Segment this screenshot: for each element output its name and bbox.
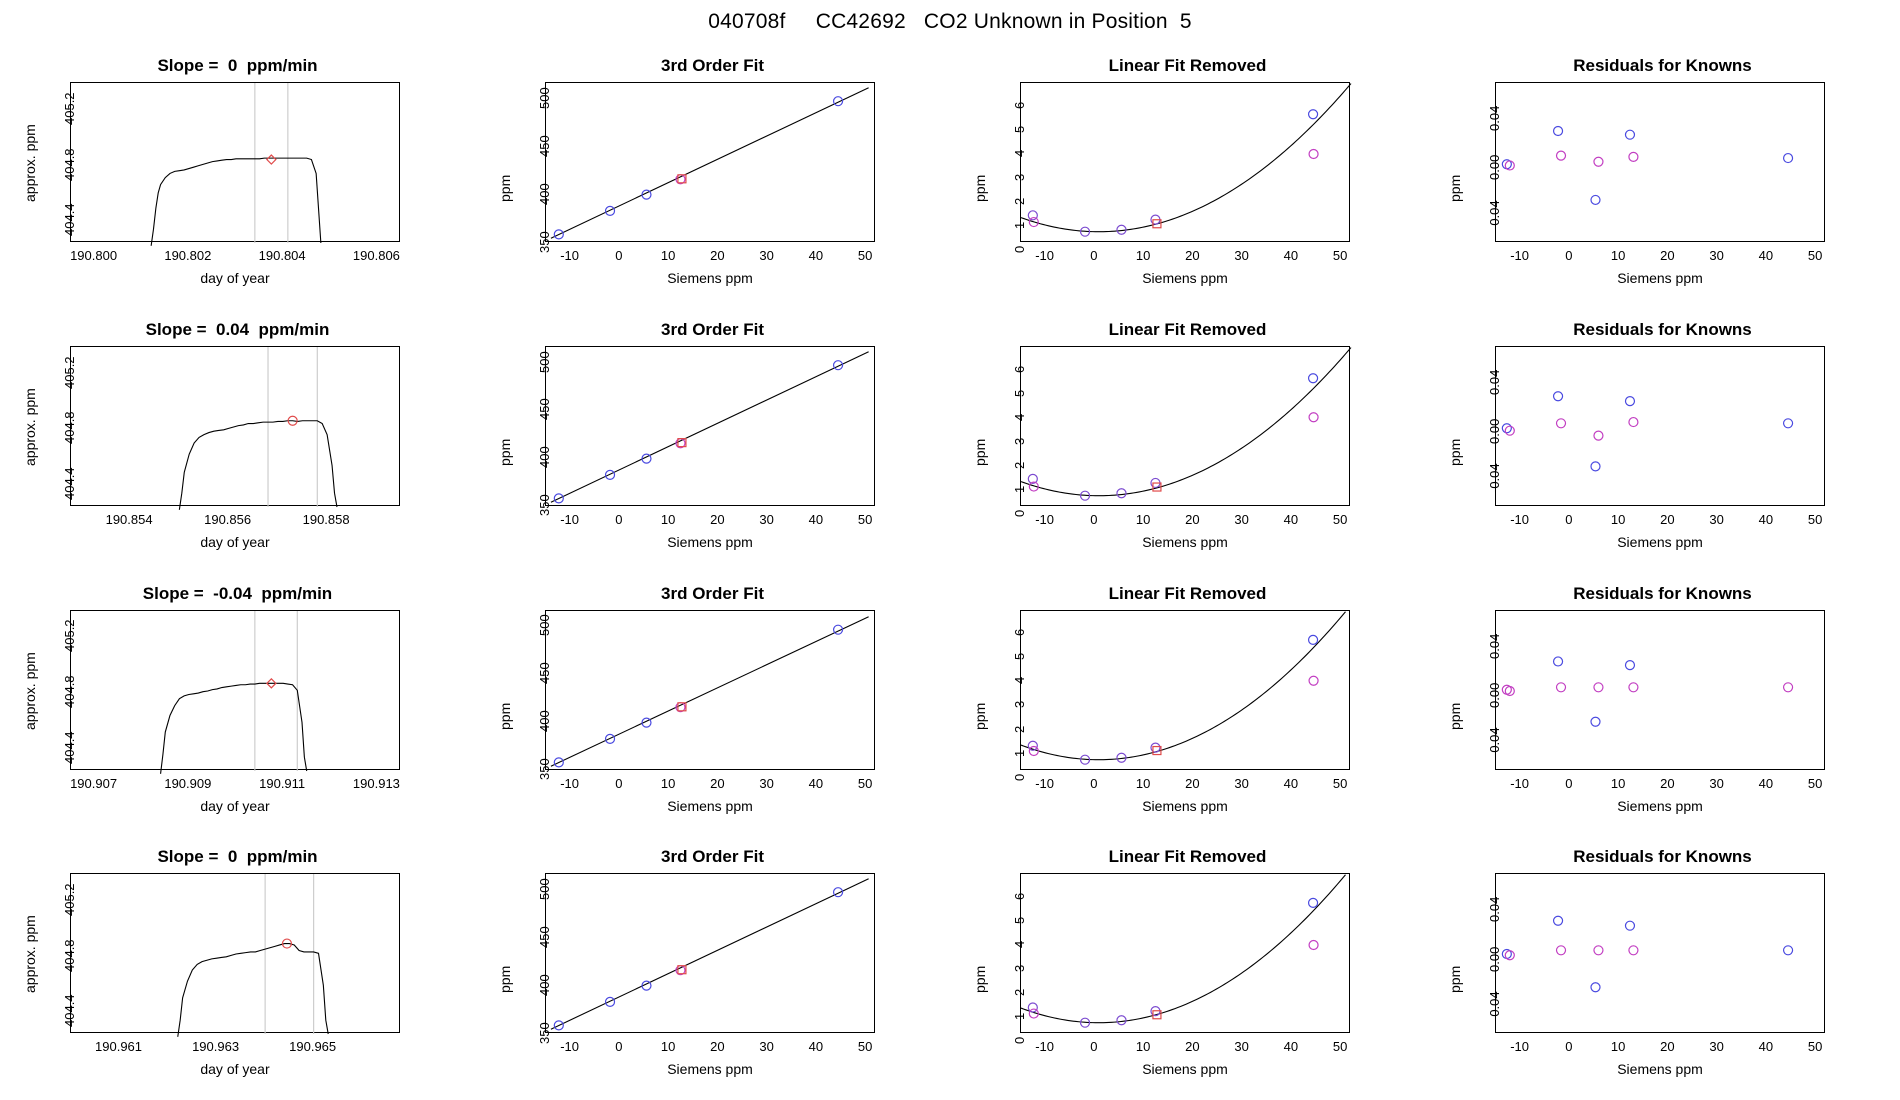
fit3rd-plot [545,873,875,1033]
residuals-title: Residuals for Knowns [1573,319,1752,339]
x-tick-label: 50 [1807,1039,1823,1055]
residuals-plot [1495,610,1825,770]
y-tick-label: 404.4 [62,731,77,764]
x-tick-label: 30 [1709,511,1724,527]
x-axis-label: Siemens ppm [1617,797,1703,814]
x-tick-label: 20 [1185,248,1200,263]
x-tick-label: 10 [660,1039,676,1055]
x-tick-label: 190.965 [289,1039,337,1055]
y-tick-label: 400 [537,182,552,205]
y-tick-label: 404.8 [62,939,77,972]
y-tick-label: 4 [1012,940,1027,949]
fit3rd-cell-row3 [475,562,950,826]
x-tick-label: 40 [808,1039,824,1055]
x-tick-label: 30 [1234,1039,1249,1055]
x-tick-label: 20 [1185,1039,1200,1055]
x-tick-label: -10 [1510,1039,1530,1055]
x-tick-label: 10 [660,511,676,527]
x-tick-label: 50 [857,248,873,263]
y-tick-label: 1 [1012,749,1027,757]
timeseries-cell-row1 [0,34,475,298]
x-axis-label: day of year [200,533,270,550]
y-tick-label: 404.4 [62,203,77,237]
x-tick-label: 10 [1135,511,1151,527]
x-tick-label: 50 [1332,248,1348,263]
x-tick-label: 30 [1709,1039,1724,1055]
y-tick-label: 5 [1012,653,1027,661]
x-tick-label: 0 [1090,775,1098,791]
y-tick-label: 0.00 [1487,154,1502,181]
y-axis-label: ppm [497,966,513,994]
y-tick-label: 405.2 [62,619,77,653]
y-tick-label: 404.8 [62,675,77,709]
fit3rd-title: 3rd Order Fit [661,583,764,603]
y-tick-label: -0.04 [1487,727,1502,758]
x-tick-label: 30 [1709,248,1724,263]
y-tick-label: 3 [1012,437,1027,445]
x-tick-label: 190.911 [259,775,306,791]
y-tick-label: 0.04 [1487,633,1502,659]
x-tick-label: -10 [1035,248,1055,263]
x-tick-label: 40 [808,511,824,527]
y-tick-label: 0.04 [1487,897,1502,923]
y-tick-label: 350 [537,230,552,253]
x-tick-label: 40 [1758,1039,1774,1055]
x-tick-label: 190.854 [105,511,153,527]
y-tick-label: 450 [537,926,552,948]
x-tick-label: 190.800 [70,248,118,263]
x-tick-label: 50 [857,775,873,791]
residuals-title: Residuals for Knowns [1573,847,1752,867]
y-tick-label: 350 [537,1022,552,1044]
timeseries-cell-row2 [0,298,475,562]
fit3rd-title: 3rd Order Fit [661,56,764,75]
residuals-cell-row3 [1425,562,1900,826]
y-axis-label: ppm [497,174,513,202]
x-tick-label: 190.806 [352,248,400,263]
x-tick-label: -10 [1035,511,1055,527]
y-tick-label: 2 [1012,725,1027,733]
y-tick-label: 0.04 [1487,105,1502,132]
y-tick-label: 404.8 [62,147,77,181]
x-tick-label: 0 [615,248,623,263]
x-tick-label: 10 [1610,775,1626,791]
x-tick-label: 190.909 [164,775,212,791]
x-tick-label: 0 [1090,248,1098,263]
x-tick-label: -10 [560,248,580,263]
x-tick-label: 40 [808,248,824,263]
y-tick-label: 3 [1012,173,1027,181]
x-axis-label: day of year [200,270,270,286]
residuals-cell-row4 [1425,825,1900,1089]
y-tick-label: 404.8 [62,411,77,445]
fit3rd-cell-row4 [475,825,950,1089]
x-tick-label: 190.963 [192,1039,240,1055]
x-tick-label: 30 [1234,775,1249,791]
residuals-title: Residuals for Knowns [1573,583,1752,603]
y-axis-label: ppm [497,438,513,466]
linfit-cell-row1 [950,34,1425,298]
timeseries-plot [70,610,400,770]
slope-title: Slope = 0 ppm/min [157,847,318,867]
x-tick-label: 20 [1660,248,1675,263]
y-tick-label: 4 [1012,677,1027,685]
x-tick-label: 50 [1332,775,1348,791]
x-tick-label: 0 [1090,1039,1098,1055]
residuals-cell-row2 [1425,298,1900,562]
y-axis-label: approx. ppm [22,124,38,202]
x-axis-label: day of year [200,1061,270,1078]
fit3rd-plot [545,346,875,506]
y-tick-label: 4 [1012,413,1027,421]
y-tick-label: 1 [1012,221,1027,230]
y-tick-label: 450 [537,134,552,157]
y-tick-label: 450 [537,398,552,421]
x-tick-label: -10 [1035,1039,1055,1055]
y-tick-label: 1 [1012,1013,1027,1021]
y-tick-label: 0.00 [1487,682,1502,708]
x-tick-label: 0 [1565,511,1573,527]
x-tick-label: 30 [759,1039,774,1055]
y-axis-label: ppm [972,174,988,202]
residuals-plot [1495,346,1825,506]
x-tick-label: 0 [1565,248,1573,263]
y-tick-label: -0.04 [1487,463,1502,494]
x-tick-label: 10 [1135,1039,1151,1055]
y-tick-label: 404.4 [62,467,77,500]
x-tick-label: -10 [1510,248,1530,263]
y-axis-label: ppm [972,438,988,466]
x-tick-label: 10 [660,248,676,263]
x-tick-label: 20 [710,1039,725,1055]
linfit-title: Linear Fit Removed [1108,847,1267,867]
y-tick-label: 405.2 [62,92,77,125]
x-tick-label: 190.907 [70,775,118,791]
y-tick-label: 0 [1012,1037,1027,1045]
x-tick-label: 40 [1758,248,1774,263]
x-tick-label: 50 [1332,1039,1348,1055]
x-tick-label: 20 [1660,511,1675,527]
y-tick-label: 0 [1012,773,1027,781]
x-tick-label: 0 [1565,775,1573,791]
y-tick-label: 350 [537,758,552,780]
y-tick-label: -0.04 [1487,991,1502,1021]
y-axis-label: approx. ppm [22,387,38,466]
x-tick-label: 20 [710,511,725,527]
y-axis-label: ppm [1447,702,1463,730]
x-tick-label: 50 [857,511,873,527]
x-axis-label: Siemens ppm [667,270,753,286]
y-tick-label: 6 [1012,629,1027,637]
x-axis-label: Siemens ppm [667,533,753,550]
x-tick-label: 0 [1090,511,1098,527]
x-axis-label: Siemens ppm [1142,533,1228,550]
linfit-plot [1020,346,1350,506]
x-tick-label: 20 [710,248,725,263]
x-tick-label: 20 [710,775,725,791]
x-tick-label: 10 [1610,248,1626,263]
y-tick-label: 5 [1012,389,1027,397]
linfit-plot [1020,610,1350,770]
x-axis-label: Siemens ppm [1142,797,1228,814]
y-tick-label: 405.2 [62,883,77,917]
linfit-cell-row4 [950,825,1425,1089]
y-tick-label: 500 [537,614,552,637]
x-tick-label: 10 [1135,248,1151,263]
timeseries-plot [70,82,400,242]
linfit-cell-row2 [950,298,1425,562]
y-tick-label: 500 [537,878,552,901]
x-axis-label: Siemens ppm [1617,533,1703,550]
y-tick-label: 400 [537,710,552,733]
y-tick-label: 0 [1012,245,1027,254]
y-tick-label: 1 [1012,485,1027,493]
slope-title: Slope = 0.04 ppm/min [145,319,330,339]
x-tick-label: 50 [1332,511,1348,527]
y-tick-label: 0.04 [1487,369,1502,395]
y-tick-label: 5 [1012,125,1027,133]
x-tick-label: -10 [560,775,580,791]
x-tick-label: 30 [759,775,774,791]
timeseries-plot [70,346,400,506]
page-title: 040708f CC42692 CO2 Unknown in Position 5 [708,10,1192,33]
y-tick-label: 2 [1012,461,1027,469]
x-tick-label: 190.856 [204,511,252,527]
x-tick-label: 50 [1807,511,1823,527]
x-tick-label: 190.858 [302,511,350,527]
x-tick-label: 20 [1185,775,1200,791]
y-axis-label: ppm [1447,966,1463,994]
y-tick-label: 6 [1012,365,1027,373]
linfit-title: Linear Fit Removed [1108,56,1267,75]
x-tick-label: 40 [808,775,824,791]
fit3rd-title: 3rd Order Fit [661,847,764,867]
y-tick-label: 400 [537,974,552,996]
x-tick-label: 10 [1610,1039,1626,1055]
x-tick-label: 10 [1610,511,1626,527]
y-tick-label: 3 [1012,965,1027,973]
x-tick-label: 30 [759,511,774,527]
y-tick-label: 0 [1012,509,1027,517]
y-tick-label: 400 [537,446,552,469]
y-tick-label: 500 [537,87,552,109]
x-tick-label: 30 [1234,511,1249,527]
y-tick-label: 3 [1012,701,1027,709]
y-axis-label: ppm [497,702,513,730]
x-tick-label: 40 [1758,511,1774,527]
x-tick-label: 0 [615,1039,623,1055]
y-tick-label: 2 [1012,989,1027,997]
linfit-plot [1020,82,1350,242]
x-axis-label: day of year [200,797,270,814]
x-tick-label: 10 [660,775,676,791]
x-tick-label: 20 [1185,511,1200,527]
x-tick-label: -10 [1510,511,1530,527]
fit3rd-title: 3rd Order Fit [661,319,764,339]
residuals-cell-row1 [1425,34,1900,298]
y-tick-label: 405.2 [62,356,77,389]
x-tick-label: 190.802 [164,248,212,263]
x-tick-label: 30 [759,248,774,263]
x-tick-label: 50 [1807,248,1823,263]
y-tick-label: 5 [1012,916,1027,925]
y-axis-label: approx. ppm [22,651,38,730]
y-tick-label: 450 [537,662,552,685]
x-tick-label: 20 [1660,1039,1675,1055]
linfit-title: Linear Fit Removed [1108,319,1267,339]
x-axis-label: Siemens ppm [1142,1061,1228,1078]
linfit-title: Linear Fit Removed [1108,583,1267,603]
x-tick-label: 50 [1807,775,1823,791]
x-tick-label: 50 [857,1039,873,1055]
x-axis-label: Siemens ppm [1617,1061,1703,1078]
x-tick-label: -10 [560,511,580,527]
x-tick-label: 20 [1660,775,1675,791]
y-axis-label: ppm [1447,438,1463,466]
x-tick-label: -10 [1035,775,1055,791]
y-tick-label: 2 [1012,197,1027,206]
x-tick-label: 190.804 [258,248,306,263]
x-axis-label: Siemens ppm [1142,270,1228,286]
y-tick-label: 0.00 [1487,418,1502,445]
x-tick-label: 190.913 [352,775,400,791]
y-tick-label: -0.04 [1487,199,1502,230]
y-axis-label: ppm [972,966,988,994]
x-tick-label: -10 [1510,775,1530,791]
residuals-plot [1495,873,1825,1033]
panel-grid [0,34,1900,1089]
linfit-plot [1020,873,1350,1033]
y-axis-label: approx. ppm [22,915,38,994]
y-tick-label: 0.00 [1487,946,1502,972]
x-tick-label: 10 [1135,775,1151,791]
x-tick-label: 40 [1283,775,1299,791]
y-tick-label: 500 [537,350,552,373]
fit3rd-cell-row1 [475,34,950,298]
x-tick-label: 40 [1758,775,1774,791]
residuals-title: Residuals for Knowns [1573,56,1752,75]
x-axis-label: Siemens ppm [1617,270,1703,286]
x-tick-label: 30 [1709,775,1724,791]
fit3rd-cell-row2 [475,298,950,562]
timeseries-plot [70,873,400,1033]
linfit-cell-row3 [950,562,1425,826]
y-tick-label: 350 [537,494,552,517]
y-axis-label: ppm [1447,174,1463,202]
x-axis-label: Siemens ppm [667,797,753,814]
x-axis-label: Siemens ppm [667,1061,753,1078]
x-tick-label: 0 [615,775,623,791]
x-tick-label: -10 [560,1039,580,1055]
x-tick-label: 40 [1283,248,1299,263]
fit3rd-plot [545,610,875,770]
x-tick-label: 40 [1283,511,1299,527]
residuals-plot [1495,82,1825,242]
y-axis-label: ppm [972,702,988,730]
x-tick-label: 0 [615,511,623,527]
timeseries-cell-row4 [0,825,475,1089]
x-tick-label: 40 [1283,1039,1299,1055]
fit3rd-plot [545,82,875,242]
timeseries-cell-row3 [0,562,475,826]
x-tick-label: 0 [1565,1039,1573,1055]
y-tick-label: 6 [1012,892,1027,901]
y-tick-label: 6 [1012,101,1027,109]
x-tick-label: 30 [1234,248,1249,263]
slope-title: Slope = -0.04 ppm/min [142,583,333,603]
slope-title: Slope = 0 ppm/min [157,56,318,75]
y-tick-label: 4 [1012,149,1027,157]
x-tick-label: 190.961 [95,1039,143,1055]
y-tick-label: 404.4 [62,994,77,1028]
